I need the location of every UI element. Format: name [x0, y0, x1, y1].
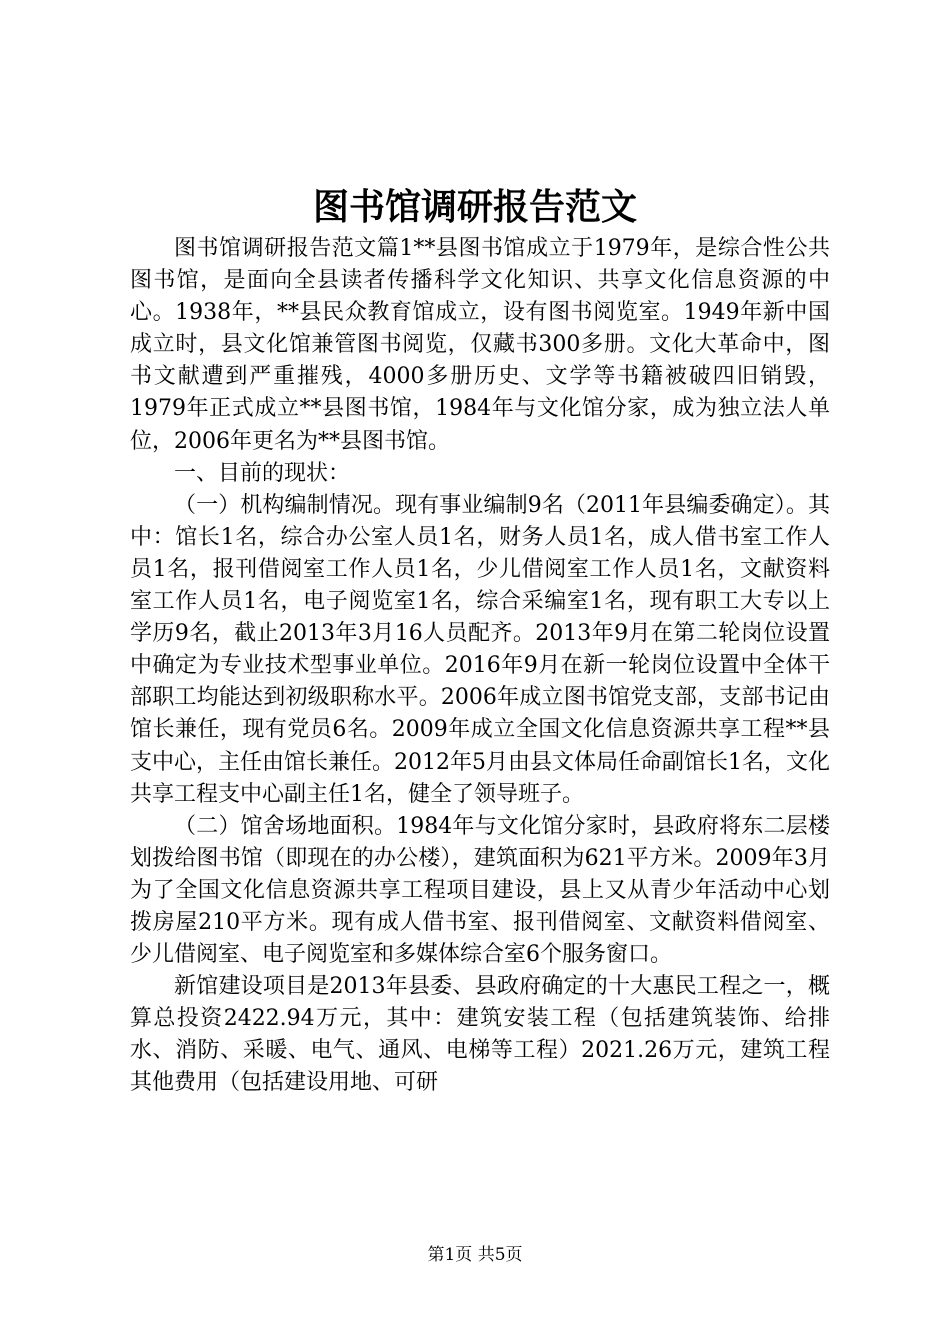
paragraph-intro: 图书馆调研报告范文篇1**县图书馆成立于1979年，是综合性公共图书馆，是面向全县读者传播科学文化知识、共享文化信息资源的中心。1938年，**县民众教育馆成立，设有图书阅览室。1949年新中国成立时，县文化馆兼管图书阅览，仅藏书300多册。文化大革命中，图书文献遭到严重摧残，4000多册历史、文学等书籍被破四旧销毁，1979年正式成立**县图书馆，1984年与文化馆分家，成为独立法人单位，2006年更名为**县图书馆。 [130, 236, 830, 454]
section-heading-current-status: 一、目前的现状： [174, 460, 351, 486]
page-footer: 第1页 共5页 [427, 1245, 523, 1265]
document-title: 图书馆调研报告范文 [312, 186, 637, 228]
document-body [130, 233, 830, 1100]
paragraph-new-building: 新馆建设项目是2013年县委、县政府确定的十大惠民工程之一，概算总投资2422.94万元，其中：建筑安装工程（包括建筑装饰、给排水、消防、采暖、电气、通风、电梯等工程）2021.26万元，建筑工程其他费用（包括建设用地、可研 [130, 974, 830, 1096]
paragraph-building-area: （二）馆舍场地面积。1984年与文化馆分家时，县政府将东二层楼划拨给图书馆（即现在的办公楼），建筑面积为621平方米。2009年3月为了全国文化信息资源共享工程项目建设，县上又从青少年活动中心划拨房屋210平方米。现有成人借书室、报刊借阅室、文献资料借阅室、少儿借阅室、电子阅览室和多媒体综合室6个服务窗口。 [130, 813, 830, 968]
paragraph-staffing: （一）机构编制情况。现有事业编制9名（2011年县编委确定）。其中：馆长1名，综合办公室人员1名，财务人员1名，成人借书室工作人员1名，报刊借阅室工作人员1名，少儿借阅室工作人员1名，文献资料室工作人员1名，电子阅览室1名，综合采编室1名，现有职工大专以上学历9名，截止2013年3月16人员配齐。2013年9月在第二轮岗位设置中确定为专业技术型事业单位。2016年9月在新一轮岗位设置中全体干部职工均能达到初级职称水平。2006年成立图书馆党支部，支部书记由馆长兼任，现有党员6名。2009年成立全国文化信息资源共享工程**县支中心，主任由馆长兼任。2012年5月由县文体局任命副馆长1名，文化共享工程支中心副主任1名，健全了领导班子。 [130, 492, 830, 807]
